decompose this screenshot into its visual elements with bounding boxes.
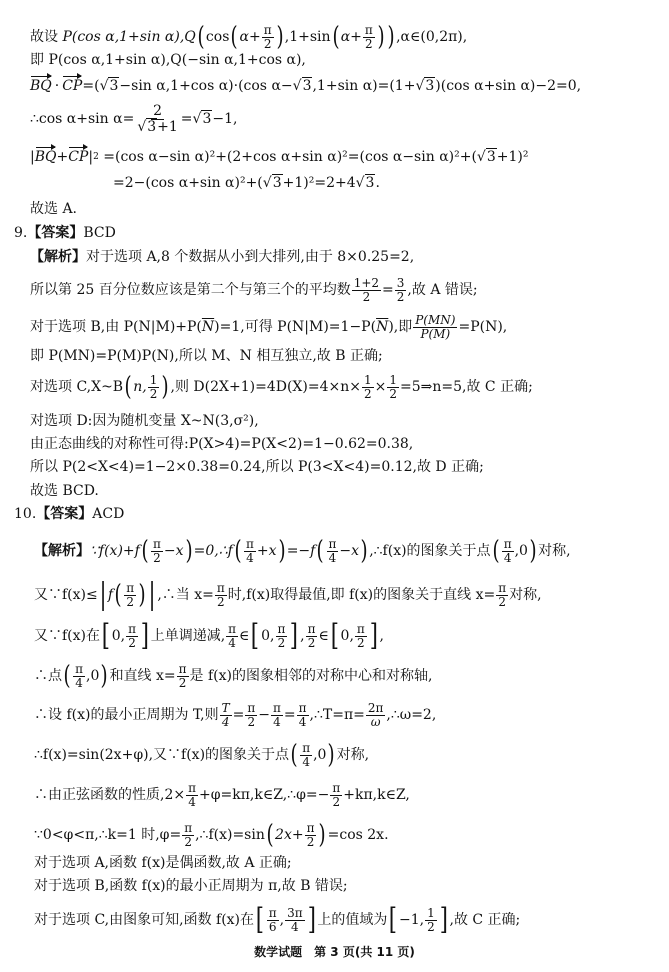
q10-line-7: ∴由正弦函数的性质,2× $\frac{\pi}{4}$ +φ=kπ,k∈Z,∴φ=− $\frac{\pi}{2}$ +kπ,k∈Z, [34, 781, 410, 809]
page-footer: 数学试题 第 3 页(共 11 页) [254, 945, 415, 959]
fraction: $\frac{\pi}{2}$ [263, 23, 272, 51]
q10-line-3: 又∵f(x)在 [ 0, $\frac{\pi}{2}$ ] 上单调递减, $\frac{\pi}{4}$ ∈ [ 0, $\frac{\pi}{2}$ ] , $\frac{\pi}{2}$ ∈ [ 0, $\frac{\pi}{2}$ ] , [34, 618, 384, 653]
q8-line-1: 故设 P(cos α,1+sin α), Q ( cos ( α+ $\frac{\pi}{2}$ ) ,1+sin ( α+ $\frac{\pi}{2}$ ) ) ,α∈(0,2π), [30, 22, 468, 53]
q9-answer: 9. 【答案】 BCD [14, 225, 116, 241]
q9-line-2: 所以第 25 百分位数应该是第二个与第三个的平均数 $\frac{1+2}{2}$ = $\frac{3}{2}$ ,故 A 错误; [30, 276, 478, 304]
q8-line-4: ∴cos α+sin α= $\frac{2}{√3+1}$ = √3 −1, [30, 103, 238, 135]
q8-line-6: =2−(cos α+sin α)²+( √3 +1)²=2+4 √3 . [113, 175, 380, 191]
q9-line-8: 所以 P(2<X<4)=1−2×0.38=0.24,所以 P(3<X<4)=0.12,故 D 正确; [30, 459, 484, 475]
sqrt: √3 [192, 111, 212, 128]
vector-cp: CP [62, 78, 83, 94]
q9-line-6: 对选项 D:因为随机变量 X~N(3,σ²), [30, 413, 259, 429]
q8-line-3: BQ · CP =( √3 −sin α,1+cos α)·(cos α− √3 ,1+sin α)=(1+ √3 )(cos α+sin α)−2=0, [30, 78, 582, 94]
answer-value: BCD [83, 225, 116, 241]
vector-cp: CP [68, 149, 89, 165]
fraction: $\frac{1}{2}$ [363, 373, 372, 401]
fraction: $\frac{3}{2}$ [396, 276, 405, 304]
q10-line-8: ∵0<φ<π,∴k=1 时,φ= $\frac{\pi}{2}$ ,∴f(x)=sin ( 2x+ $\frac{\pi}{2}$ ) =cos 2x. [34, 820, 389, 851]
q9-line-4: 即 P(MN)=P(M)P(N),所以 M、N 相互独立,故 B 正确; [30, 348, 383, 364]
sqrt: √3 [355, 175, 375, 191]
question-number: 9. [14, 225, 28, 241]
sqrt: √3 [99, 78, 119, 94]
sqrt: √3 [415, 78, 435, 94]
q9-line-3: 对于选项 B,由 P(N|M)+P( $\overline{N}$ )=1,可得 P(N|M)=1−P( $\overline{N}$ ),即 $\frac{P(MN)}{P(M)}$ =P(N), [30, 313, 508, 341]
q10-line-2: 又∵f(x)≤ | f ( $\frac{\pi}{2}$ ) | ,∴当 x= $\frac{\pi}{2}$ 时,f(x)取得最值,即 f(x)的图象关于直线 x= $\frac{\pi}{2}$ 对称, [34, 577, 542, 612]
q9-line-5: 对选项 C,X~B ( n, $\frac{1}{2}$ ) ,则 D(2X+1)=4D(X)=4×n× $\frac{1}{2}$ × $\frac{1}{2}$ =5⇒n=5,故 C 正确; [30, 372, 533, 403]
fraction: $\frac{\pi}{2}$ [364, 23, 373, 51]
q10-line-5: ∴设 f(x)的最小正周期为 T,则 $\frac{T}{4}$ = $\frac{\pi}{2}$ − $\frac{\pi}{4}$ = $\frac{\pi}{4}$ ,∴T=π= $\frac{2\pi}{\omega}$ ,∴ω=2, [34, 701, 437, 729]
sqrt: √3 [262, 175, 282, 191]
q10-line-11: 对于选项 C,由图象可知,函数 f(x)在 [ $\frac{\pi}{6}$ , $\frac{3\pi}{4}$ ] 上的值域为 [ −1, $\frac{1}{2}$ ] ,故 C 正确; [34, 902, 521, 937]
q10-line-9: 对于选项 A,函数 f(x)是偶函数,故 A 正确; [34, 855, 292, 871]
q10-line-1: 【解析】 ∵f(x)+f ( $\frac{\pi}{2}$ −x ) =0,∴f ( $\frac{\pi}{4}$ +x ) =−f ( $\frac{\pi}{4}$ −x ) ,∴f(x)的图象关于点 ( $\frac{\pi}{4}$ ,0 ) 对称, [34, 536, 571, 567]
question-number: 10. [14, 506, 37, 522]
q9-conclusion: 故选 BCD. [30, 483, 99, 499]
fraction: $\frac{1}{2}$ [149, 373, 158, 401]
fraction: $\frac{1+2}{2}$ [353, 276, 380, 304]
fraction: $\frac{1}{2}$ [389, 373, 397, 401]
q9-line-1: 【解析】 对于选项 A,8 个数据从小到大排列,由于 8×0.25=2, [30, 249, 415, 265]
q10-line-4: ∴点 ( $\frac{\pi}{4}$ ,0 ) 和直线 x= $\frac{\pi}{2}$ 是 f(x)的图象相邻的对称中心和对称轴, [34, 661, 433, 692]
vector-bq: BQ [30, 78, 52, 94]
q10-line-10: 对于选项 B,函数 f(x)的最小正周期为 π,故 B 错误; [34, 878, 348, 894]
answer-value: ACD [92, 506, 125, 522]
q8-line-5: | BQ + CP | 2 =(cos α−sin α)²+(2+cos α+sin α)²=(cos α−sin α)²+( √3 +1)² [30, 149, 529, 165]
q10-line-6: ∴f(x)=sin(2x+φ),又∵f(x)的图象关于点 ( $\frac{\pi}{4}$ ,0 ) 对称, [34, 740, 370, 771]
q10-answer: 10. 【答案】 ACD [14, 506, 125, 522]
sqrt: √3 [476, 149, 496, 165]
q9-line-7: 由正态曲线的对称性可得:P(X>4)=P(X<2)=1−0.62=0.38, [30, 436, 414, 452]
sqrt: √3 [292, 78, 312, 94]
vector-bq: BQ [34, 149, 57, 165]
q8-conclusion: 故选 A. [30, 201, 78, 217]
fraction: $\frac{2}{√3+1}$ [137, 103, 178, 135]
q8-line-2: 即 P(cos α,1+sin α),Q(−sin α,1+cos α), [30, 52, 306, 68]
fraction: $\frac{P(MN)}{P(M)}$ [415, 313, 456, 341]
